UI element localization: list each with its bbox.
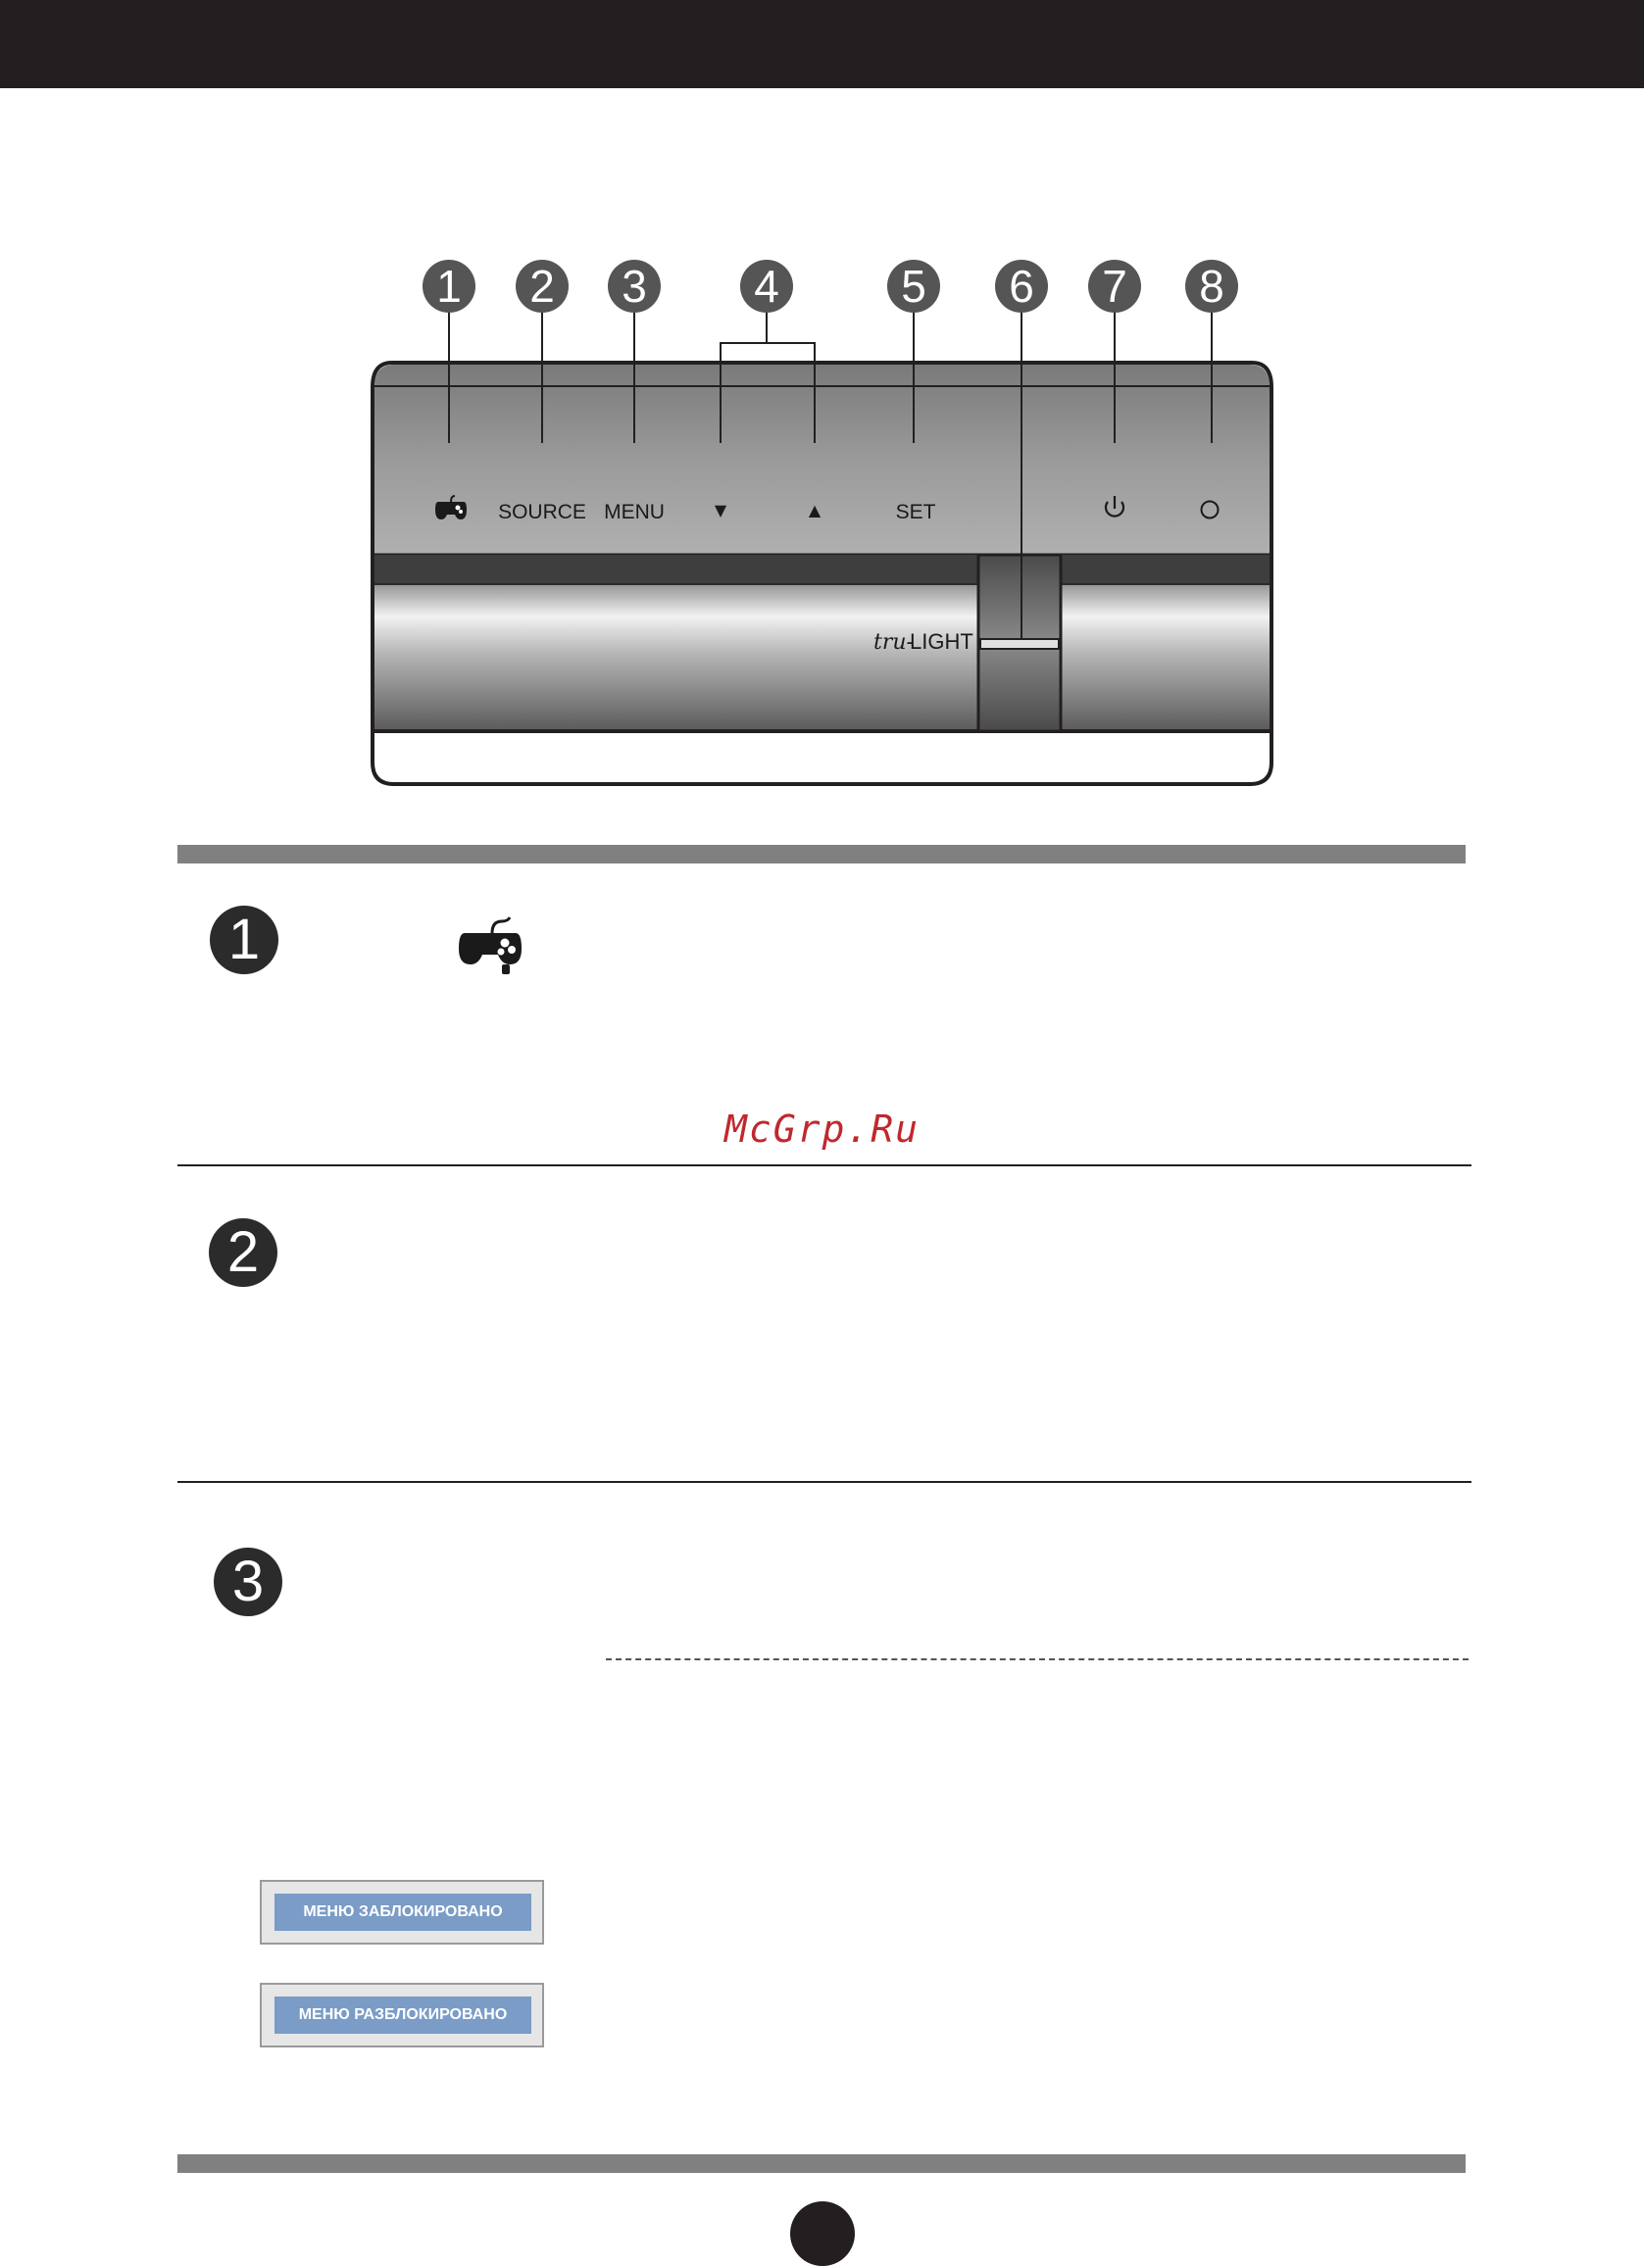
callout-6: [995, 260, 1048, 313]
source-button[interactable]: SOURCE: [498, 501, 586, 523]
osd-menu-locked: [260, 1880, 544, 1945]
callout-1-label: 1: [436, 261, 462, 312]
callout-4: [740, 260, 793, 313]
callout-3: [608, 260, 661, 313]
callout-5-label: 5: [901, 261, 926, 312]
panel-upper: [374, 365, 1270, 555]
callout-1: [423, 260, 475, 313]
up-button[interactable]: ▲: [808, 501, 822, 519]
callout-5: [887, 260, 940, 313]
brand-word: LIGHT: [910, 629, 973, 654]
menu-button[interactable]: MENU: [604, 501, 665, 523]
section-number-3: 3: [214, 1548, 282, 1616]
set-button[interactable]: SET: [895, 501, 936, 523]
osd-menu-unlocked: [260, 1983, 544, 2047]
callout-3-label: 3: [622, 261, 647, 312]
gamepad-icon: [459, 915, 523, 976]
page-number-dot: [790, 2201, 855, 2266]
control-panel-diagram: [0, 0, 1644, 804]
callout-6-label: 6: [1009, 261, 1034, 312]
section-rule-bottom: [177, 2154, 1466, 2173]
section-divider-2: [177, 1481, 1471, 1483]
callout-2-label: 2: [529, 261, 555, 312]
callout-2: [516, 260, 569, 313]
watermark: McGrp.Ru: [723, 1108, 921, 1151]
section-divider-1: [177, 1164, 1471, 1166]
osd-locked-label: МЕНЮ ЗАБЛОКИРОВАНО: [274, 1894, 531, 1931]
callout-4-label: 4: [754, 261, 779, 312]
section-number-1: 1: [210, 906, 278, 974]
brand-prefix: tru-: [873, 630, 914, 655]
callout-7: [1088, 260, 1141, 313]
section-number-2: 2: [209, 1218, 277, 1287]
callout-8: [1185, 260, 1238, 313]
osd-unlocked-label: МЕНЮ РАЗБЛОКИРОВАНО: [274, 1997, 531, 2034]
down-button[interactable]: ▼: [714, 501, 727, 519]
section-rule-top: [177, 845, 1466, 863]
callout-7-label: 7: [1102, 261, 1127, 312]
callout-8-label: 8: [1199, 261, 1224, 312]
dashed-divider: [606, 1658, 1469, 1660]
